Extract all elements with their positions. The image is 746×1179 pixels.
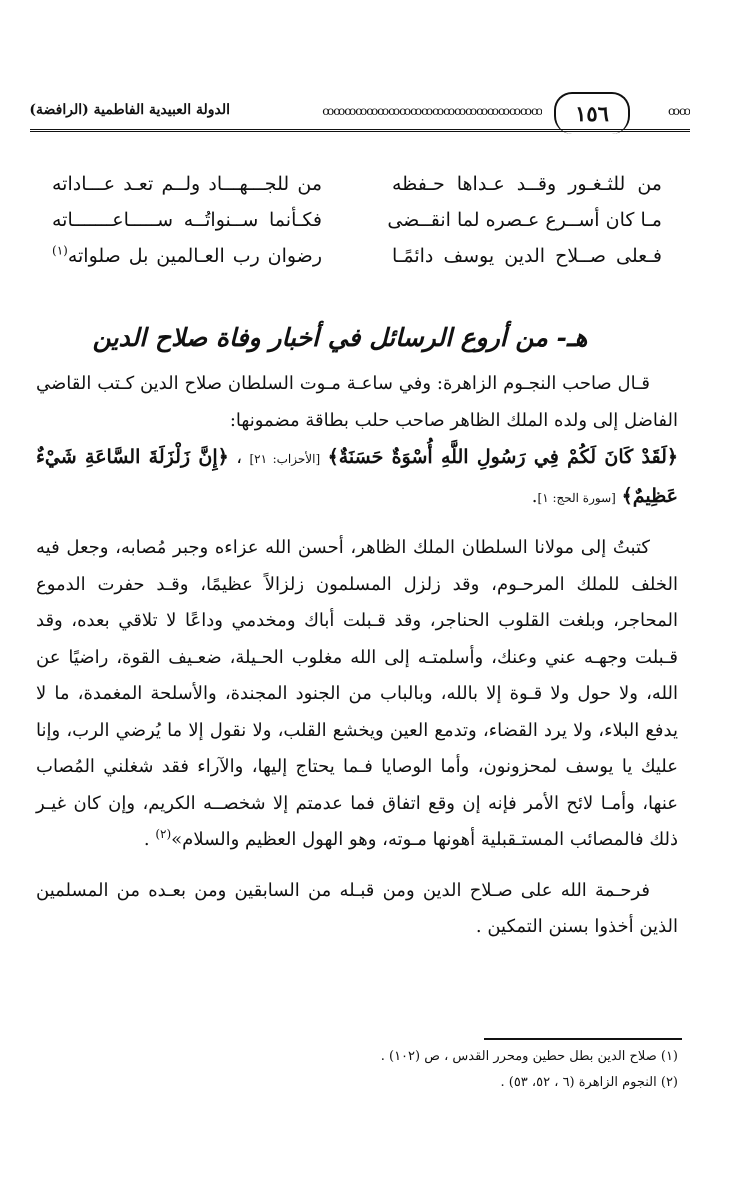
quran-verse: ﴿إِنَّ زَلْزَلَةَ السَّاعَةِ شَيْءٌ عَظِيمٌ﴾: [36, 446, 678, 507]
quran-verse: ﴿لَقَدْ كَانَ لَكُمْ فِي رَسُولِ اللَّهِ أُسْوَةٌ حَسَنَةٌ﴾: [327, 446, 678, 468]
page-number: ١٥٦: [554, 92, 630, 134]
footnote: (١) صلاح الدين بطل حطين ومحرر القدس ، ص (١٠٢) .: [380, 1049, 678, 1064]
poem-verse: [52, 166, 662, 202]
poem-hemistich-first: فـعلى صــلاح الدين يوسف دائمًـا: [392, 245, 662, 267]
footnote-marker: (٢): [155, 827, 172, 841]
poem-hemistich-first: من للثـغـور وقــد عـداها حـفظه: [392, 173, 662, 195]
section-heading: هـ- من أروع الرسائل في أخبار وفاة صلاح الدين: [92, 323, 588, 352]
poem: [52, 166, 662, 274]
poem-verse: [52, 238, 662, 274]
quran-reference: [الأحزاب: ٢١]: [249, 452, 321, 466]
poem-hemistich-second: رضوان رب العـالمين بل صلواته: [67, 245, 322, 267]
poem-verse: [52, 202, 662, 238]
poem-hemistich-second-wrap: [52, 238, 322, 274]
body-text: [36, 366, 678, 946]
header-rule: [30, 129, 690, 132]
period: .: [531, 485, 538, 507]
poem-hemistich-second: فكـأنما ســنواتُــه ســـــاعـــــــاته: [52, 209, 322, 231]
poem-hemistich-first: مـا كان أســرع عـصره لما انقــضى: [387, 209, 662, 231]
letter-text: كتبتُ إلى مولانا السلطان الملك الظاهر، أحسن الله عزاءه وجبر مُصابه، وجعل فيه الخلف للملك المرحـوم، وقد زلزل المسلمون زلزالاً عظيمًا، وقـد حفرت الدموع المحاجر، وبلغت القلوب الحناجر، وقد قـبلت أباك ومخدمي وداعًا لا تلاقي بعده، وقد قـبلت وجهـه عني وعنك، وأسلمتـه إلى الله مغلوب الحـيلة، ضعـيف القوة، راضيًا عن الله، ولا حول ولا قـوة إلا بالله، وبالباب من الجنود المجندة، والأسلحة المغمدة، ما لا يدفع البلاء، ولا يرد القضاء، وتدمع العين ويخشع القلب، ولا نقول إلا ما يُرضي الرب، وإنا عليك يا يوسف لمحزونون، وأما الوصايا فـما يحتاج إليها، والآراء فقد شغلني المُصاب عنها، وأمـا لائح الأمر فإنه إن وقع اتفاق فما عدمتم إلا شخصــه الكريم، وإن كان غيـر ذلك فالمصائب المستـقبلية أهونها مـوته، وهو الهول العظيم والسلام»: [36, 537, 678, 850]
running-title: الدولة العبيدية الفاطمية (الرافضة): [29, 102, 230, 118]
paragraph-intro: قـال صاحب النجـوم الزاهرة: وفي ساعـة مـوت السلطان صلاح الدين كـتب القاضي الفاضل إلى ولده الملك الظاهر صاحب حلب بطاقة مضمونها:: [36, 373, 678, 431]
header-ornament-icon: ꝏꝏ: [668, 104, 690, 118]
period: .: [143, 829, 150, 850]
footnote-rule: [484, 1038, 682, 1040]
footnote-marker: (١): [52, 243, 68, 258]
header-ornament-chain-icon: ꝏꝏꝏꝏꝏꝏꝏꝏꝏꝏꝏꝏꝏꝏꝏꝏꝏꝏꝏꝏ: [322, 104, 542, 118]
poem-hemistich-second: من للجـــهـــاد ولــم تعـد عـــاداته: [52, 173, 322, 195]
paragraph-letter: [36, 530, 678, 859]
quran-reference: [سورة الحج: ١]: [537, 490, 616, 505]
footnotes: [100, 1044, 678, 1096]
footnote: (٢) النجوم الزاهرة (٦ ، ٥٢، ٥٣) .: [500, 1075, 678, 1090]
paragraph-quran: [36, 439, 678, 516]
page-header: [30, 92, 690, 138]
paragraph-closing: فرحـمة الله على صـلاح الدين ومن قبـله من السابقين ومن بعـده من المسلمين الذين أخذوا بسنن التمكين .: [36, 879, 678, 937]
separator: ،: [236, 447, 243, 468]
